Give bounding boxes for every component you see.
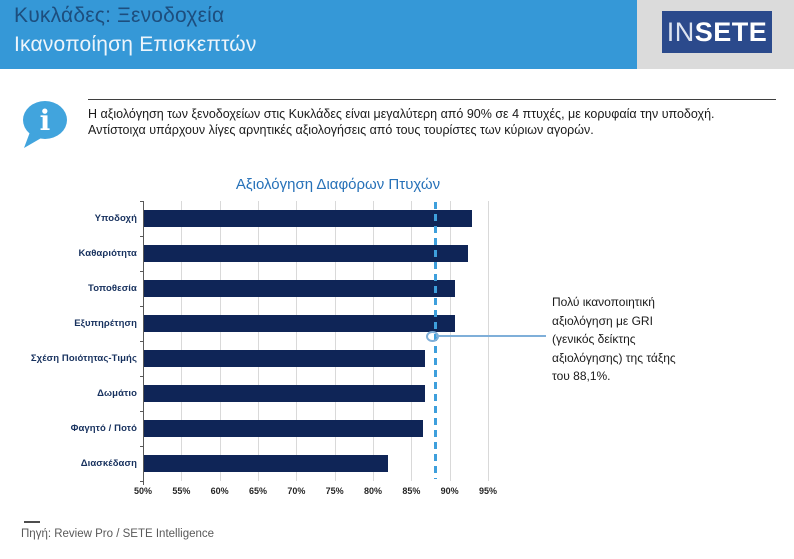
bar-2 (144, 245, 468, 262)
gridline (220, 201, 221, 481)
info-text-line2: Αντίστοιχα υπάρχουν λίγες αρνητικές αξιολογήσεις από τους τουρίστες των κύριων αγορών. (88, 122, 594, 137)
chart-x-axis-labels (133, 486, 497, 500)
x-axis-label: 90% (440, 486, 459, 496)
gridline (296, 201, 297, 481)
gridline (181, 201, 182, 481)
axis-tick (140, 201, 144, 202)
bar-4 (144, 315, 455, 332)
info-divider-line (88, 99, 776, 100)
info-text-line1: Η αξιολόγηση των ξενοδοχείων στις Κυκλάδες είναι μεγαλύτερη από 90% σε 4 πτυχές, με κορυφαία την υποδοχή. (88, 107, 715, 121)
chart-category-labels (0, 201, 137, 481)
x-axis-label: 85% (402, 486, 421, 496)
category-label: Καθαριότητα (78, 248, 137, 259)
axis-tick (140, 236, 144, 237)
gridline (335, 201, 336, 481)
footer-divider-line (24, 521, 40, 523)
category-label: Τοποθεσία (88, 283, 137, 294)
category-label: Φαγητό / Ποτό (70, 423, 137, 434)
bar-5 (144, 350, 425, 367)
gridline (450, 201, 451, 481)
gri-annotation-line: Πολύ ικανοποιητική (552, 295, 655, 309)
bar-6 (144, 385, 425, 402)
gridline (373, 201, 374, 481)
x-axis-label: 50% (133, 486, 152, 496)
gri-annotation-line: του 88,1%. (552, 369, 611, 383)
axis-tick (140, 481, 144, 482)
gri-annotation (552, 293, 676, 386)
bar-1 (144, 210, 472, 227)
axis-tick (140, 446, 144, 447)
category-label: Εξυπηρέτηση (74, 318, 137, 329)
axis-tick (140, 376, 144, 377)
x-axis-label: 55% (172, 486, 191, 496)
gri-annotation-line: αξιολόγηση με GRI (552, 313, 653, 328)
insete-logo-prefix: IN (666, 16, 695, 47)
page-title-line2: Ικανοποίηση Επισκεπτών (14, 33, 257, 56)
x-axis-label: 75% (325, 486, 344, 496)
annotation-callout-oval (426, 331, 439, 342)
category-label: Διασκέδαση (80, 458, 137, 469)
gridline (258, 201, 259, 481)
insete-logo-suffix: SETE (694, 16, 768, 47)
bar-3 (144, 280, 455, 297)
category-label: Δωμάτιο (97, 388, 137, 399)
axis-tick (140, 306, 144, 307)
page-title-line1: Κυκλάδες: Ξενοδοχεία (14, 4, 225, 27)
chart-title: Αξιολόγηση Διαφόρων Πτυχών (235, 176, 441, 193)
annotation-callout-line (436, 335, 546, 337)
source-text: Πηγή: Review Pro / SETE Intelligence (21, 528, 215, 540)
x-axis-label: 60% (210, 486, 229, 496)
x-axis-label: 65% (248, 486, 267, 496)
bar-8 (144, 455, 388, 472)
category-label: Υποδοχή (94, 213, 137, 224)
plot-area (143, 201, 489, 481)
header-gray-area (637, 0, 794, 69)
svg-text:i: i (39, 104, 51, 137)
x-axis-label: 80% (363, 486, 382, 496)
info-text (88, 107, 788, 138)
info-speech-bubble-icon (21, 100, 69, 150)
axis-tick (140, 271, 144, 272)
gri-annotation-line: (γενικός δείκτης (552, 332, 636, 346)
header-band (0, 0, 637, 69)
bar-7 (144, 420, 423, 437)
axis-tick (140, 411, 144, 412)
x-axis-label: 70% (287, 486, 306, 496)
category-label: Σχέση Ποιότητας-Τιμής (30, 353, 137, 364)
gri-annotation-line: αξιολόγησης) της τάξης (552, 350, 676, 365)
gridline (488, 201, 489, 481)
insete-logo (662, 11, 772, 53)
axis-tick (140, 341, 144, 342)
x-axis-label: 95% (478, 486, 497, 496)
gridline (411, 201, 412, 481)
